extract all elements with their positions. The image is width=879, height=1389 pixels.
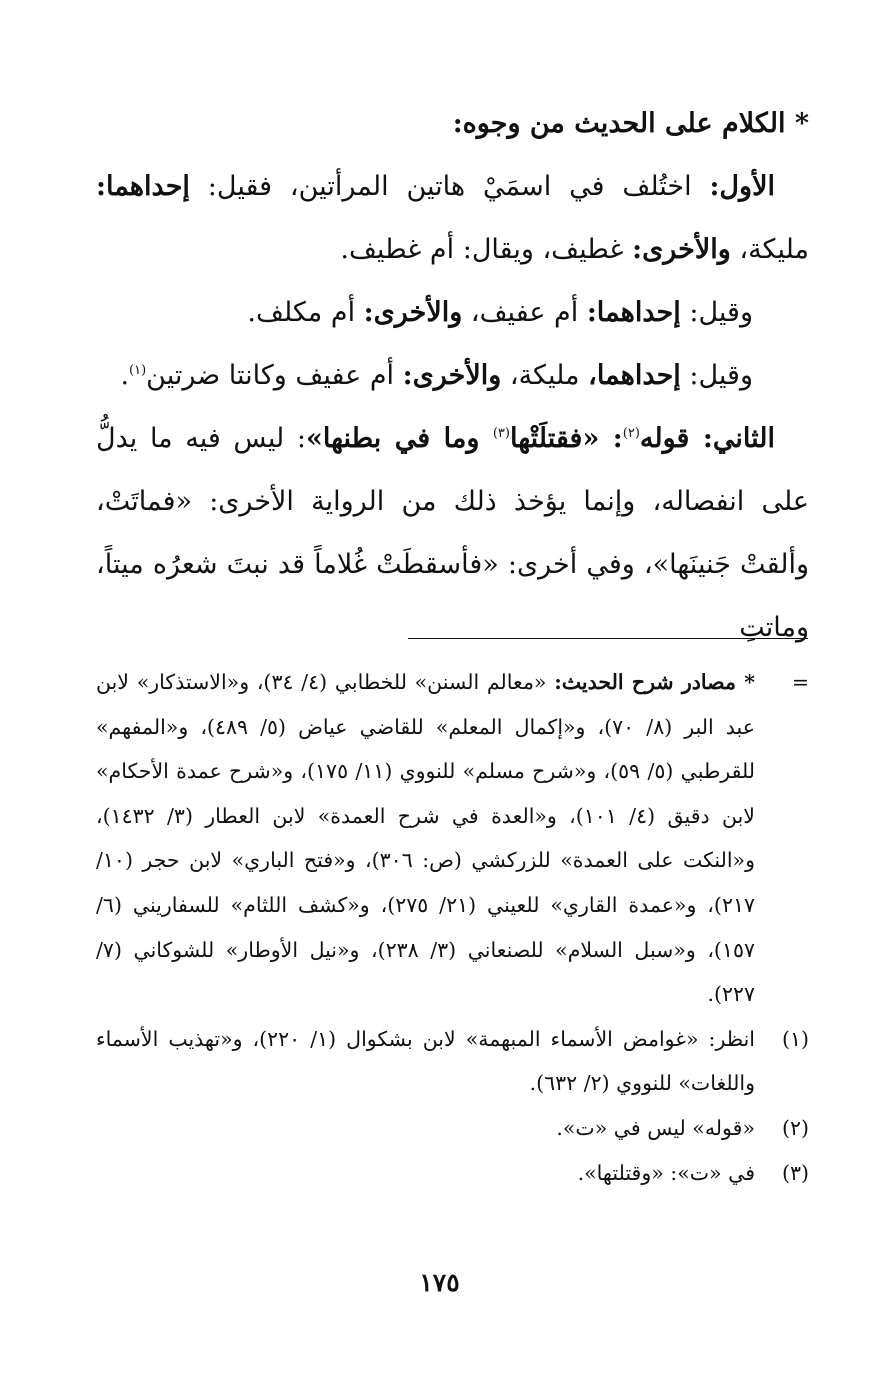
footnote-1-mark: (١) xyxy=(781,1026,809,1051)
main-text xyxy=(96,92,809,659)
sources-heading: * مصادر شرح الحديث: xyxy=(554,670,755,694)
footnote-ref-3: (٣) xyxy=(492,426,510,441)
paragraph-second-aspect: الثاني: قوله$^{(٢)}$: «فقتلَتْها$^{(٣)}$ وما في بطنها»: ليس فيه ما يدلُّ على انفصاله، وإنما يؤخذ ذلك من الرواية الأخرى: «فماتَتْ، وألقتْ جَنينَها»، وفي أخرى: «فأسقطَتْ غُلاماً قد نبتَ شعرُه ميتاً، وماتتِ xyxy=(96,423,809,643)
section-heading: * الكلام على الحديث من وجوه: xyxy=(452,108,809,139)
footnote-3 xyxy=(96,1151,809,1196)
footnote-1-text: انظر: «غوامض الأسماء المبهمة» لابن بشكوال (١/ ٢٢٠)، و«تهذيب الأسماء واللغات» للنووي (٢/ ٦٣٢). xyxy=(96,1026,755,1096)
paragraph-third-opinion: وقيل: إحداهما، مليكة، والأخرى: أم عفيف وكانتا ضرتين$^{(١)}$. xyxy=(120,360,753,391)
footnotes xyxy=(96,660,809,1195)
footnote-1 xyxy=(96,1017,809,1106)
footnote-divider xyxy=(408,638,808,639)
continuation-mark: = xyxy=(791,670,809,694)
first-aspect-label: الأول: xyxy=(709,171,775,202)
footnote-3-text: في «ت»: «وقتلتها». xyxy=(577,1160,755,1185)
page-number: ١٧٥ xyxy=(419,1268,460,1297)
footnote-ref-1: (١) xyxy=(129,363,147,378)
footnote-3-mark: (٣) xyxy=(781,1160,809,1185)
footnote-2-mark: (٢) xyxy=(781,1115,809,1140)
paragraph-first-aspect: الأول: اختُلف في اسمَيْ هاتين المرأتين، فقيل: إحداهما: مليكة، والأخرى: غطيف، ويقال: أم غطيف. xyxy=(96,171,809,265)
footnote-2-text: «قوله» ليس في «ت». xyxy=(556,1115,755,1140)
footnote-ref-2: (٢) xyxy=(622,426,640,441)
paragraph-second-opinion: وقيل: إحداهما: أم عفيف، والأخرى: أم مكلف. xyxy=(247,297,753,328)
second-aspect-label: الثاني: قوله xyxy=(639,423,776,454)
footnote-continuation xyxy=(96,660,809,1017)
footnote-2 xyxy=(96,1106,809,1151)
sources-list: «معالم السنن» للخطابي (٤/ ٣٤)، و«الاستذكار» لابن عبد البر (٨/ ٧٠)، و«إكمال المعلم» للقاضي عياض (٥/ ٤٨٩)، و«المفهم» للقرطبي (٥/ ٥٩)، و«شرح مسلم» للنووي (١١/ ١٧٥)، و«شرح عمدة الأحكام» لابن دقيق (٤/ ١٠١)، و«العدة في شرح العمدة» لابن العطار (٣/ ١٤٣٢)، و«النكت على العمدة» للزركشي (ص: ٣٠٦)، و«فتح الباري» لابن حجر (١٠/ ٢١٧)، و«عمدة القاري» للعيني (٢١/ ٢٧٥)، و«كشف اللثام» للسفاريني (٦/ ١٥٧)، و«سبل السلام» للصنعاني (٣/ ٢٣٨)، و«نيل الأوطار» للشوكاني (٧/ ٢٢٧). xyxy=(96,670,755,1007)
